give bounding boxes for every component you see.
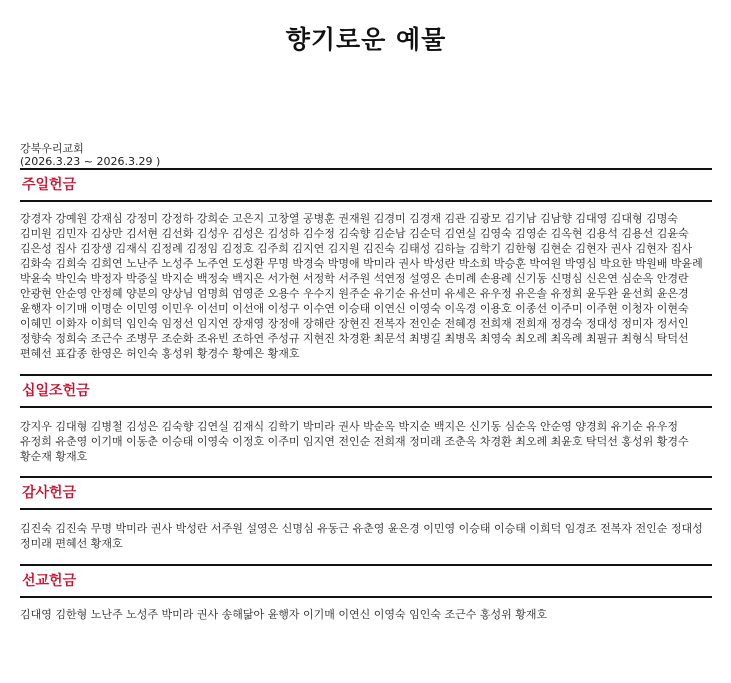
section-heading: 십일조헌금 <box>20 374 712 408</box>
section-sunday-offering <box>20 168 712 374</box>
church-name: 강북우리교회 <box>20 142 84 155</box>
section-tithe-offering <box>20 374 712 476</box>
date-range: (2026.3.23 ~ 2026.3.29 ) <box>20 155 161 168</box>
section-heading: 감사헌금 <box>20 476 712 510</box>
donor-name-list: 강경자 강예원 강재심 강정미 강정하 강희순 고은지 고창열 공병훈 권재원 김경미 김경재 김관 김광모 김기남 김남향 김대영 김대형 김명숙 김미원 김민자 김상만 김서현 김선화 김성우 김성은 김성하 김수정 김숙향 김순남 김순덕 김연실 김영숙 김영순 김옥현 김용석 김용선 김윤숙 김은성 집사 김장생 김재식 김정례 김정임 김정호 김주희 김지연 김지원 김진숙 김태성 김하늘 김학기 김한형 김현순 김현자 권사 김현자 집사 김화숙 김희숙 김희연 노난주 노성주 노주연 도성환 무명 박경숙 박명애 박미라 권사 박성란 박소희 박승훈 박여원 박영심 박요한 박원배 박윤례 박윤숙 박인숙 박정자 박증실 박지순 백정숙 백지은 서가현 서정학 서주원 석연정 설영은 손미례 손용례 신기동 신명심 신은연 심순옥 안경란 안광현 안순영 안정혜 양분의 양상님 엄명희 엄영준 오용수 우수지 원주순 유기순 유선미 유세은 유우정 유은솔 유정희 윤두완 윤선희 윤은경 윤행자 이기매 이명순 이민영 이민우 이선미 이선애 이성구 이수연 이승태 이연신 이영숙 이옥경 이용호 이종선 이주미 이주현 이청자 이현숙 이혜민 이화자 이희덕 임인숙 임정선 임지연 장재영 장정애 장해란 장현진 전복자 전인순 전혜경 전희재 전희재 정경숙 정대성 정미자 정서인 정향숙 정희숙 조근수 조병무 조순화 조유빈 조하연 주성규 지현진 차경환 최문석 최병길 최병옥 최영숙 최오례 최옥례 최필규 최형식 탁덕선 편혜선 표갑종 한영은 허인숙 홍성위 황경수 황예은 황재호 <box>20 212 703 360</box>
offering-page <box>20 0 712 622</box>
bulletin-meta <box>20 142 712 168</box>
section-heading: 주일헌금 <box>20 168 712 202</box>
donor-name-list: 김진숙 김진숙 무명 박미라 권사 박성란 서주원 설영은 신명심 유동근 유춘영 윤은경 이민영 이승태 이승태 이희덕 임경조 전복자 전인순 정대성 정미래 편혜선 황재호 <box>20 522 703 550</box>
section-thanks-offering <box>20 476 712 564</box>
section-mission-offering <box>20 564 712 622</box>
section-heading: 선교헌금 <box>20 564 712 598</box>
donor-name-list: 강지우 김대형 김병철 김성은 김숙향 김연실 김재식 김학기 박미라 권사 박순옥 박지순 백지은 신기동 심순옥 안순영 양경희 유기순 유우정 유정희 유춘영 이기매 이동춘 이승태 이영숙 이정호 이주미 임지연 전인순 전희재 정미래 조춘옥 차경환 최오례 최윤호 탁덕선 홍성위 황경수 황순재 황재호 <box>20 420 689 463</box>
page-title: 향기로운 예물 <box>285 25 447 54</box>
donor-name-list: 김대영 김한형 노난주 노성주 박미라 권사 송해닮아 윤행자 이기매 이연신 이영숙 임인숙 조근수 홍성위 황재호 <box>20 608 548 621</box>
